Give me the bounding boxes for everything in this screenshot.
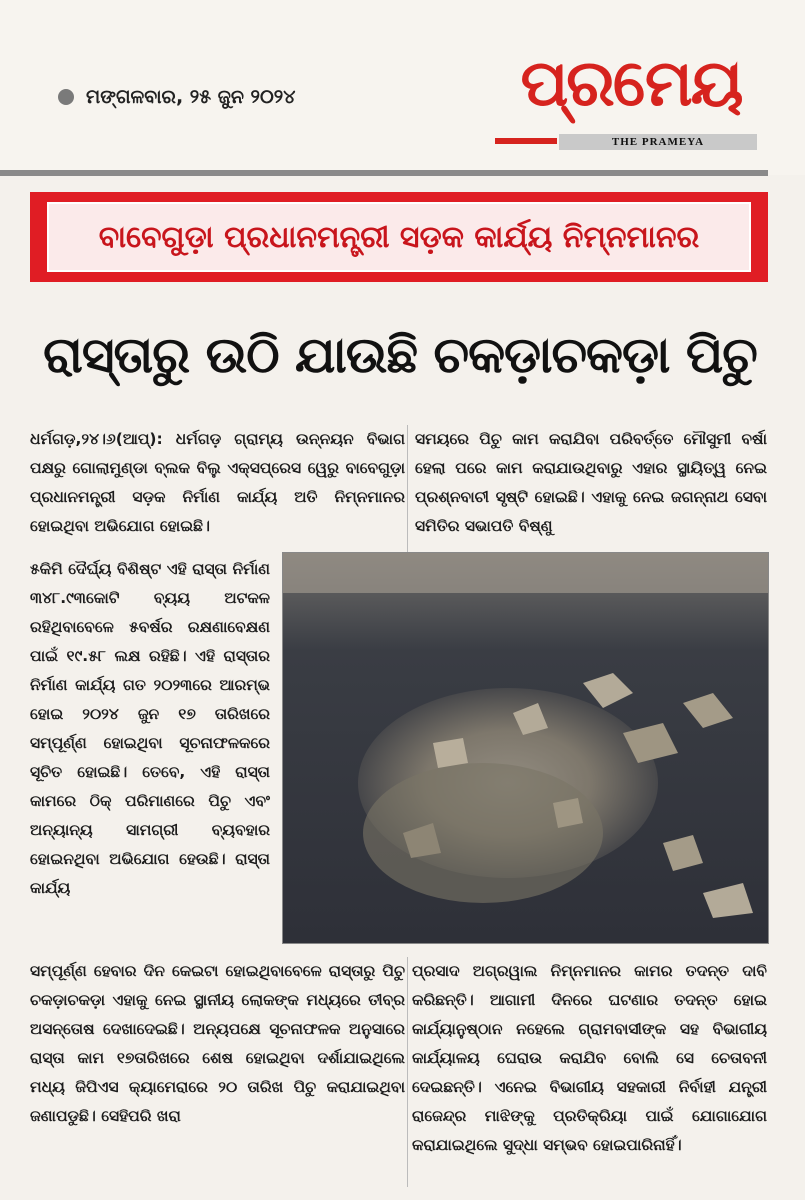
masthead-accent-bar	[495, 138, 557, 144]
date-text: ମଙ୍ଗଳବାର, ୨୫ ଜୁନ ୨୦୨୪	[86, 86, 296, 108]
dateline	[58, 86, 295, 108]
page-header	[0, 0, 805, 175]
article-text-left-mid: ୫କିମି ଦୈର୍ଘ୍ୟ ବିଶିଷ୍ଟ ଏହି ରାସ୍ତା ନିର୍ମାଣ ୩୪୮.୯୩କୋଟି ବ୍ୟୟ ଅଟକଳ ରହିଥିବାବେଳେ ୫ବର୍ଷର ରକ୍ଷଣାବେକ୍ଷଣ ପାଇଁ ୧୯.୫୮ ଲକ୍ଷ ରହିଛି। ଏହି ରାସ୍ତାର ନିର୍ମାଣ କାର୍ଯ୍ୟ ଗତ ୨୦୨୩ରେ ଆରମ୍ଭ ହୋଇ ୨୦୨୪ ଜୁନ ୧୭ ତାରିଖରେ ସମ୍ପୂର୍ଣ୍ଣ ହୋଇଥିବା ସୂଚନାଫଳକରେ ସୂଚିତ ହୋଇଛି। ତେବେ, ଏହି ରାସ୍ତା କାମରେ ଠିକ୍ ପରିମାଣରେ ପିଚୁ ଏବଂ ଅନ୍ୟାନ୍ୟ ସାମଗ୍ରୀ ବ୍ୟବହାର ହୋଇନଥିବା ଅଭିଯୋଗ ହେଉଛି। ରାସ୍ତା କାର୍ଯ୍ୟ	[30, 560, 270, 897]
masthead-name: ପ୍ରମେୟ	[520, 47, 742, 121]
column-divider	[407, 425, 408, 555]
road-photo-illustration	[283, 553, 768, 943]
column-divider-bottom	[407, 957, 408, 1187]
header-divider	[0, 170, 768, 176]
article-text-right-bottom: ପ୍ରସାଦ ଅଗ୍ରୱାଲ ନିମ୍ନମାନର କାମର ତଦନ୍ତ ଦାବି କରିଛନ୍ତି। ଆଗାମୀ ଦିନରେ ଘଟଣାର ତଦନ୍ତ ହୋଇ କାର୍ଯ୍ୟାନୁଷ୍ଠାନ ନହେଲେ ଗ୍ରାମବାସୀଙ୍କ ସହ ବିଭାଗୀୟ କାର୍ଯ୍ୟାଳୟ ଘେରାଉ କରାଯିବ ବୋଲି ସେ ଚେତାବନୀ ଦେଇଛନ୍ତି। ଏନେଇ ବିଭାଗୀୟ ସହକାରୀ ନିର୍ବାହୀ ଯନ୍ତ୍ରୀ ରାଜେନ୍ଦ୍ର ମାଝିଙ୍କୁ ପ୍ରତିକ୍ରିୟା ପାଇଁ ଯୋଗାଯୋଗ କରାଯାଇଥିଲେ ସୁଦ୍ଧା ସମ୍ଭବ ହୋଇପାରିନାହିଁ।	[412, 962, 767, 1154]
road-damage-photo	[282, 552, 769, 944]
bullet-dot-icon	[58, 89, 74, 105]
article-text-left-bottom: ସମ୍ପୂର୍ଣ୍ଣ ହେବାର ଦିନ କେଇଟା ହୋଇଥିବାବେଳେ ରାସ୍ତାରୁ ପିଚୁ ଚକଡ଼ାଚକଡ଼ା ଏହାକୁ ନେଇ ସ୍ଥାନୀୟ ଲୋକଙ୍କ ମଧ୍ୟରେ ତୀବ୍ର ଅସନ୍ତୋଷ ଦେଖାଦେଇଛି। ଅନ୍ୟପକ୍ଷେ ସୂଚନାଫଳକ ଅନୁସାରେ ରାସ୍ତା କାମ ୧୭ତାରିଖରେ ଶେଷ ହୋଇଥିବା ଦର୍ଶାଯାଇଥିଲେ ମଧ୍ୟ ଜିପିଏସ କ୍ୟାମେରାରେ ୨୦ ତାରିଖ ପିଚୁ କରାଯାଇଥିବା ଜଣାପଡୁଛି। ସେହିପରି ଖରା	[30, 962, 405, 1125]
article-text-left-top: ଧର୍ମଗଡ଼,୨୪।୬(ଆପ୍): ଧର୍ମଗଡ଼ ଗ୍ରାମ୍ୟ ଉନ୍ନୟନ ବିଭାଗ ପକ୍ଷରୁ ଗୋଲାମୁଣ୍ଡା ବ୍ଲକ ବିଲୁ ଏକ୍ସପ୍ରେସ ୱେରୁ ବାବେଗୁଡ଼ା ପ୍ରଧାନମନ୍ତ୍ରୀ ସଡ଼କ ନିର୍ମାଣ କାର୍ଯ୍ୟ ଅତି ନିମ୍ନମାନର ହୋଇଥିବା ଅଭିଯୋଗ ହୋଇଛି।	[30, 430, 405, 535]
article-headline: ରାସ୍ତାରୁ ଉଠି ଯାଉଛି ଚକଡ଼ାଚକଡ଼ା ପିଚୁ	[43, 325, 757, 384]
kicker-banner	[30, 192, 768, 282]
article-text-right-top: ସମୟରେ ପିଚୁ କାମ କରାଯିବା ପରିବର୍ତ୍ତେ ମୌସୁମୀ ବର୍ଷା ହେଲା ପରେ କାମ କରାଯାଉଥିବାରୁ ଏହାର ସ୍ଥାୟିତ୍ୱ ନେଇ ପ୍ରଶ୍ନବାଚୀ ସୃଷ୍ଟି ହୋଇଛି। ଏହାକୁ ନେଇ ଜଗନ୍ନାଥ ସେବା ସମିତିର ସଭାପତି ବିଷ୍ଣୁ	[415, 430, 767, 535]
masthead-logo	[495, 38, 767, 148]
masthead-subtitle: THE PRAMEYA	[559, 134, 757, 150]
kicker-text: ବାବେଗୁଡ଼ା ପ୍ରଧାନମନ୍ତ୍ରୀ ସଡ଼କ କାର୍ଯ୍ୟ ନିମ୍ନମାନର	[47, 202, 751, 272]
